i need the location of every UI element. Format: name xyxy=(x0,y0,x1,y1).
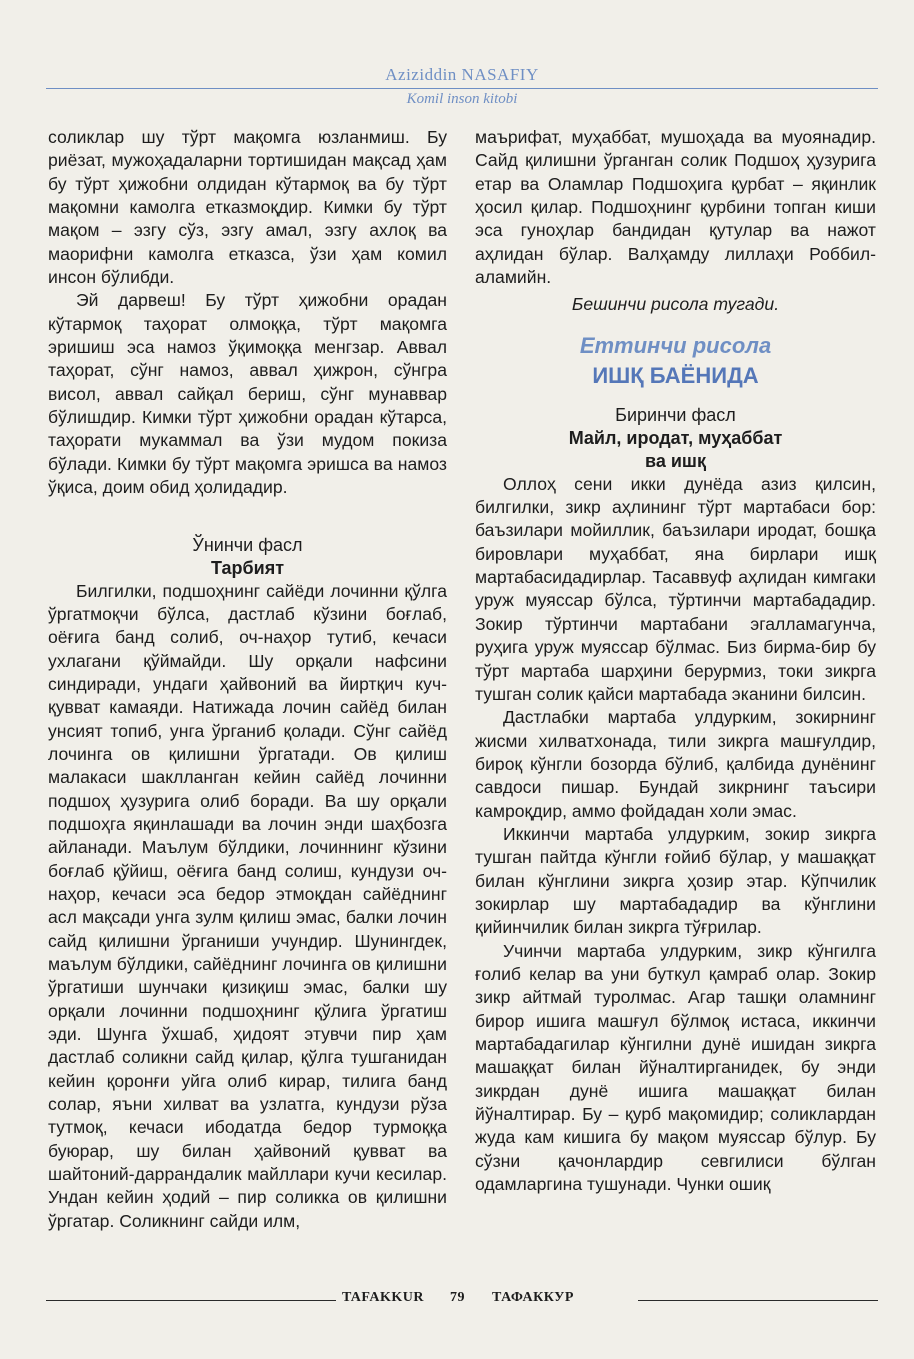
header-author: Aziziddin NASAFIY xyxy=(385,65,539,84)
right-column xyxy=(475,126,876,1196)
chapter-heading-line-1: Майл, иродат, муҳаббат xyxy=(568,427,783,448)
left-paragraph-3: Билгилки, подшоҳнинг сайёди лочинни қўлга ўргатмоқчи бўлса, дастлаб кўзини боғлаб, оёғига банд солиб, оч-наҳор тутиб, кечаси ухлагани қўймайди. Шу орқали нафсини синдиради, ундаги ҳайвоний ва йиртқич куч-қувват камаяди. Натижада лочин сайёд билан унсият топиб, унга ўрганиб қолади. Сўнг сайёд лочинга ов қилишни ўргатади. Ов қилиш малакаси шаклланган кейин сайёд лочинни подшоҳ ҳузурига олиб боради. Ва шу орқали подшоҳга яқинлашади ва лочин энди шаҳбозга айланади. Маълум бўлдики, лочиннинг кўзини боғлаб қўйиш, оёғига банд солиш, кундузи оч-наҳор, кечаси эса бедор этмоқдан сайёднинг асл мақсади унга зулм қилиш эмас, балки лочин сайд қилишни ўрганиши учундир. Шунингдек, маълум бўлдики, сайёднинг лочинга ов қилишни ўргатиши шунчаки қизиқиш эмас, балки шу орқали лочинни подшоҳнинг қўлига ўргатиш эди. Шунга ўхшаб, ҳидоят этувчи пир ҳам дастлаб соликни сайд қилар, қўлга тушганидан кейин қоронғи уйга олиб кирар, тилига банд солар, яъни хилват ва узлатга, кундузи рўза тутмоқ, кечаси ибодатда бедор турмоққа буюрар, шу билан ҳайвоний қувват ва шайтоний-даррандалик майллари кучи кесилар. Ундан кейин ҳодий – пир соликка ов қилишни ўргатар. Соликнинг сайди илм, xyxy=(48,580,447,1231)
right-paragraph-4: Иккинчи мартаба улдурким, зокир зикрга тушган пайтда кўнгли ғойиб бўлар, у машаққат билан кўнглини зикрга ҳозир этар. Кўпчилик зокирлар шу мартабададир ва кўнглини қийинчилик билан зикрга тўғрилар. xyxy=(475,823,876,938)
footer-rule-left xyxy=(46,1300,336,1301)
right-paragraph-1: маърифат, муҳаббат, мушоҳада ва муоянадир. Сайд қилишни ўрганган солик Подшоҳ ҳузурига етар ва Оламлар Подшоҳига қурбат – яқинлик ҳосил қилар. Подшоҳнинг қурбини топган киши эса гуноҳлар бандидан қутулар ва нажот аҳлидан бўлар. Валҳамду лиллаҳи Роббил-аламийн. xyxy=(475,127,876,288)
treatise-end-note: Бешинчи рисола тугади. xyxy=(571,294,780,315)
right-paragraph-3: Дастлабки мартаба улдурким, зокирнинг жисми хилватхонада, тили зикрга машғулдир, бироқ кўнгли бозорда бўлиб, қалбида дунёнинг савдоси пишар. Бундай зикрнинг таъсири камроқдир, аммо фойдадан холи эмас. xyxy=(475,707,876,821)
treatise-title: ИШҚ БАЁНИДА xyxy=(592,362,759,388)
header-book-title: Komil inson kitobi xyxy=(406,91,518,107)
chapter-label: Ўнинчи фасл xyxy=(192,534,303,555)
running-footer xyxy=(46,1288,878,1312)
right-paragraph-5: Учинчи мартаба улдурким, зикр кўнгилга ғолиб келар ва уни буткул қамраб олар. Зокир зикр айтмай туролмас. Агар ташқи оламнинг бирор ишига машғул бўлмоқ истаса, иккинчи мартабадагилар кўнгилни дунё ишидан зикрга машаққат билан йўналтирганидек, бу энди зикрдан дунё ишига машаққат билан йўналтирар. Бу – қурб мақомидир; соликлардан жуда кам кишига бу мақом муяссар бўлур. Бу сўзни қачонлардир севгилиси бўлган одамларгина тушунади. Чунки ошиқ xyxy=(475,940,876,1195)
treatise-number: Еттинчи рисола xyxy=(579,332,772,358)
left-paragraph-2: Эй дарвеш! Бу тўрт ҳижобни орадан кўтармоқ таҳорат олмоққа, тўрт мақомга эришиш эса намоз ўқимоққа менгзар. Аввал таҳорат, сўнг намоз, аввал ҳижрон, сўнгра висол, аввал сайқал бериш, сўнг мунаввар бўлишдир. Кимки тўрт ҳижобни орадан кўтарса, таҳорати мукаммал ва ўзи мудом покиза бўлади. Кимки бу тўрт мақомга эришса ва намоз ўқиса, доим обид ҳолидадир. xyxy=(48,290,447,498)
running-header xyxy=(46,64,878,108)
footer-magazine-cyrillic: ТАФАККУР xyxy=(492,1290,574,1305)
header-rule xyxy=(46,88,878,89)
chapter-heading-line-2: ва ишқ xyxy=(645,450,706,471)
spacer xyxy=(48,500,447,521)
chapter-heading: Тарбият xyxy=(210,557,285,578)
right-paragraph-2: Оллоҳ сени икки дунёда азиз қилсин, билгилки, зикр аҳлининг тўрт мартабаси бор: баъзилари мойиллик, баъзилари иродат, бошқа бировлари муҳаббат, яна бирлари ишқ мартабасидадирлар. Тасаввуф аҳлидан кимгаки уруж муяссар бўлса, тўртинчи мартабададир. Зокир тўртинчи мартабани эгалламагунча, руҳига уруж муяссар бўлмас. Биз бирма-бир бу тўрт мартаба шарҳини берурмиз, токи зикрга тушган солик қайси мартабада эканини билсин. xyxy=(475,473,876,704)
footer-rule-right xyxy=(638,1300,878,1301)
left-paragraph-1: соликлар шу тўрт мақомга юзланмиш. Бу риёзат, мужоҳадаларни тортишидан мақсад ҳам бу тўрт ҳижобни олдидан кўтармоқ ва бу тўрт мақомни камолга етказмоқдир. Кимки бу тўрт мақом – эзгу сўз, эзгу амал, эзгу ахлоқ ва маорифни камолга етказса, ўзи ҳам комил инсон бўлибди. xyxy=(48,127,447,288)
chapter-label: Биринчи фасл xyxy=(615,404,736,425)
footer-magazine-latin: TAFAKKUR xyxy=(342,1290,425,1305)
left-column xyxy=(48,126,447,1233)
page-number: 79 xyxy=(450,1290,465,1305)
